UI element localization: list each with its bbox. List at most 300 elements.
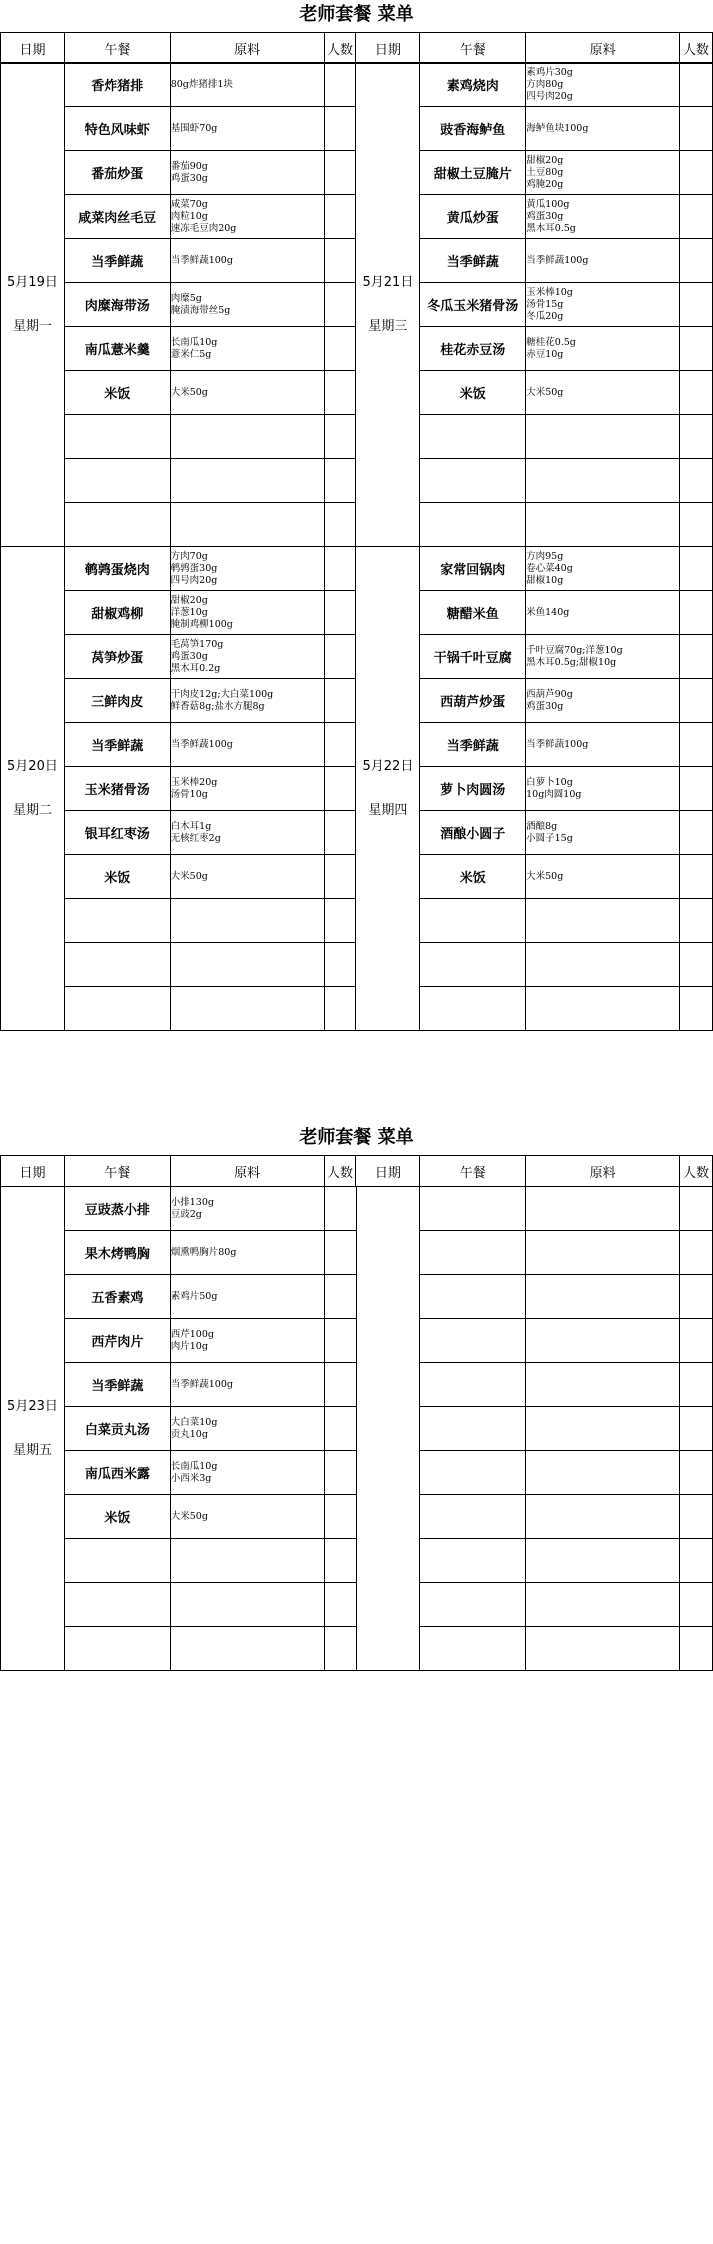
- dish-ingredients: [526, 283, 680, 327]
- serving-count-cell[interactable]: [324, 1407, 356, 1451]
- dish-name: 米饭: [64, 371, 170, 415]
- date-label: 5月20日: [7, 758, 58, 774]
- header-date: 日期: [1, 1156, 65, 1187]
- dish-ingredients: [526, 547, 680, 591]
- ingredient-line: 腌制鸡柳100g: [170, 618, 233, 630]
- serving-count-cell[interactable]: [679, 1231, 712, 1275]
- ingredient-line: 方肉80g: [526, 78, 564, 90]
- dish-name: [420, 459, 526, 503]
- ingredient-line: 黄瓜100g: [526, 198, 570, 210]
- dish-ingredients: [526, 503, 680, 547]
- ingredient-line: 80g炸猪排1块: [170, 78, 233, 90]
- ingredient-line: 小西米3g: [170, 1472, 212, 1484]
- ingredient-line: 糖桂花0.5g: [526, 336, 576, 348]
- dish-ingredients: [170, 1231, 324, 1275]
- serving-count-cell[interactable]: [324, 1319, 356, 1363]
- ingredient-line: 鸡蛋30g: [170, 172, 208, 184]
- dish-name: 酒酿小圆子: [420, 811, 526, 855]
- serving-count-cell[interactable]: [324, 107, 356, 151]
- ingredient-line: 素鸡片30g: [526, 66, 573, 78]
- ingredient-line: 当季鲜蔬100g: [170, 1378, 233, 1390]
- dish-name: 家常回锅肉: [420, 547, 526, 591]
- serving-count-cell[interactable]: [679, 1539, 712, 1583]
- serving-count-cell[interactable]: [324, 899, 356, 943]
- serving-count-cell[interactable]: [324, 1451, 356, 1495]
- serving-count-cell[interactable]: [324, 195, 356, 239]
- serving-count-cell[interactable]: [324, 591, 356, 635]
- dish-ingredients: [170, 811, 324, 855]
- dish-name: [64, 987, 170, 1031]
- serving-count-cell[interactable]: [679, 1583, 712, 1627]
- ingredient-line: 鸡蛋30g: [526, 210, 564, 222]
- serving-count-cell[interactable]: [680, 283, 713, 327]
- serving-count-cell[interactable]: [679, 1451, 712, 1495]
- serving-count-cell[interactable]: [680, 811, 713, 855]
- dish-ingredients: [526, 195, 680, 239]
- date-label: 5月19日: [7, 274, 58, 290]
- ingredient-line: 速冻毛豆肉20g: [170, 222, 237, 234]
- ingredient-line: 当季鲜蔬100g: [526, 738, 589, 750]
- dish-ingredients: [526, 943, 680, 987]
- serving-count-cell[interactable]: [324, 371, 356, 415]
- dish-name: [420, 1231, 526, 1275]
- dish-name: [64, 899, 170, 943]
- dish-name: [420, 1363, 526, 1407]
- serving-count-cell[interactable]: [680, 327, 713, 371]
- dish-name: 米饭: [64, 855, 170, 899]
- date-label: 5月21日: [362, 274, 414, 290]
- day-date-cell: [1, 1187, 65, 1671]
- dish-ingredients: [170, 767, 324, 811]
- dish-ingredients: [526, 1187, 680, 1231]
- header-date: 日期: [356, 1156, 420, 1187]
- dish-name: [420, 1407, 526, 1451]
- ingredient-line: 西芹100g: [170, 1328, 214, 1340]
- serving-count-cell[interactable]: [680, 503, 713, 547]
- dish-name: 白菜贡丸汤: [64, 1407, 170, 1451]
- menu-table-week-section: [0, 546, 713, 1031]
- ingredient-line: 大米50g: [170, 870, 208, 882]
- dish-ingredients: [170, 899, 324, 943]
- dish-name: 番茄炒蛋: [64, 151, 170, 195]
- dish-name: 肉糜海带汤: [64, 283, 170, 327]
- serving-count-cell[interactable]: [324, 943, 356, 987]
- dish-name: 玉米猪骨汤: [64, 767, 170, 811]
- day-date-cell: [356, 1187, 420, 1671]
- table-row: [1, 1187, 713, 1231]
- serving-count-cell[interactable]: [679, 1187, 712, 1231]
- dish-name: [420, 503, 526, 547]
- dish-name: 当季鲜蔬: [64, 1363, 170, 1407]
- dish-ingredients: [526, 151, 680, 195]
- serving-count-cell[interactable]: [324, 151, 356, 195]
- ingredient-line: 咸菜70g: [170, 198, 208, 210]
- serving-count-cell[interactable]: [324, 1363, 356, 1407]
- dish-ingredients: [170, 1275, 324, 1319]
- date-label: 5月22日: [362, 758, 414, 774]
- dish-ingredients: [170, 327, 324, 371]
- serving-count-cell[interactable]: [324, 1231, 356, 1275]
- header-lunch: 午餐: [420, 33, 526, 64]
- dish-ingredients: [170, 1451, 324, 1495]
- ingredient-line: 白木耳1g: [170, 820, 212, 832]
- dish-ingredients: [170, 283, 324, 327]
- ingredient-line: 大米50g: [526, 870, 564, 882]
- ingredient-line: 腌渍海带丝5g: [170, 304, 231, 316]
- serving-count-cell[interactable]: [680, 723, 713, 767]
- ingredient-line: 洋葱10g: [170, 606, 208, 618]
- dish-ingredients: [526, 591, 680, 635]
- serving-count-cell[interactable]: [679, 1627, 712, 1671]
- weekday-label: 星期五: [12, 1442, 52, 1458]
- ingredient-line: 甜椒20g: [170, 594, 208, 606]
- dish-ingredients: [526, 1231, 680, 1275]
- serving-count-cell[interactable]: [324, 1187, 356, 1231]
- header-count: 人数: [324, 33, 356, 64]
- dish-name: 黄瓜炒蛋: [420, 195, 526, 239]
- dish-ingredients: [170, 1407, 324, 1451]
- ingredient-line: 四号肉20g: [170, 574, 218, 586]
- ingredient-line: 鲜香菇8g;盐水方腿8g: [170, 700, 265, 712]
- dish-ingredients: [170, 943, 324, 987]
- dish-ingredients: [526, 1319, 680, 1363]
- dish-name: 西芹肉片: [64, 1319, 170, 1363]
- dish-ingredients: [526, 415, 680, 459]
- serving-count-cell[interactable]: [324, 767, 356, 811]
- dish-name: [420, 1451, 526, 1495]
- ingredient-line: 黑木耳0.2g: [170, 662, 221, 674]
- ingredient-line: 肉片10g: [170, 1340, 208, 1352]
- serving-count-cell[interactable]: [680, 899, 713, 943]
- dish-ingredients: [170, 547, 324, 591]
- ingredient-line: 番茄90g: [170, 160, 208, 172]
- ingredient-line: 鸡腌20g: [526, 178, 564, 190]
- ingredient-line: 黑木耳0.5g;甜椒10g: [526, 656, 617, 668]
- menu-table-header-2: [0, 1155, 713, 1187]
- dish-ingredients: [526, 987, 680, 1031]
- dish-name: 甜椒土豆腌片: [420, 151, 526, 195]
- dish-ingredients: [526, 1583, 680, 1627]
- header-count: 人数: [324, 1156, 356, 1187]
- ingredient-line: 素鸡片50g: [170, 1290, 218, 1302]
- ingredient-line: 甜椒20g: [526, 154, 564, 166]
- ingredient-line: 薏米仁5g: [170, 348, 212, 360]
- ingredient-line: 大米50g: [526, 386, 564, 398]
- ingredient-line: 冬瓜20g: [526, 310, 564, 322]
- ingredient-line: 毛莴笋170g: [170, 638, 224, 650]
- dish-name: 南瓜西米露: [64, 1451, 170, 1495]
- serving-count-cell[interactable]: [324, 503, 356, 547]
- dish-name: 南瓜薏米羹: [64, 327, 170, 371]
- serving-count-cell[interactable]: [680, 107, 713, 151]
- dish-ingredients: [170, 723, 324, 767]
- serving-count-cell[interactable]: [679, 1407, 712, 1451]
- dish-ingredients: [170, 459, 324, 503]
- dish-name: [420, 899, 526, 943]
- serving-count-cell[interactable]: [324, 1627, 356, 1671]
- dish-ingredients: [170, 679, 324, 723]
- dish-name: [420, 987, 526, 1031]
- dish-name: [64, 1539, 170, 1583]
- serving-count-cell[interactable]: [324, 415, 356, 459]
- serving-count-cell[interactable]: [680, 415, 713, 459]
- table-row: [1, 547, 713, 591]
- dish-ingredients: [526, 459, 680, 503]
- dish-ingredients: [170, 1363, 324, 1407]
- weekday-label: 星期二: [12, 802, 52, 818]
- header-ingredients: 原料: [526, 33, 680, 64]
- ingredient-line: 干肉皮12g;大白菜100g: [170, 688, 274, 700]
- dish-name: 五香素鸡: [64, 1275, 170, 1319]
- ingredient-line: 海鲈鱼块100g: [526, 122, 589, 134]
- ingredient-line: 基围虾70g: [170, 122, 218, 134]
- header-lunch: 午餐: [64, 33, 170, 64]
- serving-count-cell[interactable]: [324, 855, 356, 899]
- header-ingredients: 原料: [170, 1156, 324, 1187]
- serving-count-cell[interactable]: [679, 1275, 712, 1319]
- dish-name: 豉香海鲈鱼: [420, 107, 526, 151]
- ingredient-line: 豆豉2g: [170, 1208, 202, 1220]
- dish-ingredients: [170, 635, 324, 679]
- ingredient-line: 玉米棒20g: [170, 776, 218, 788]
- ingredient-line: 方肉95g: [526, 550, 564, 562]
- weekday-label: 星期四: [368, 802, 408, 818]
- dish-ingredients: [170, 855, 324, 899]
- dish-name: [420, 943, 526, 987]
- dish-name: [64, 943, 170, 987]
- dish-ingredients: [170, 1583, 324, 1627]
- dish-name: 三鲜肉皮: [64, 679, 170, 723]
- serving-count-cell[interactable]: [324, 987, 356, 1031]
- dish-name: [64, 415, 170, 459]
- dish-name: 果木烤鸭胸: [64, 1231, 170, 1275]
- dish-name: [420, 1583, 526, 1627]
- dish-ingredients: [526, 63, 680, 107]
- dish-ingredients: [526, 1407, 680, 1451]
- ingredient-line: 鹌鹑蛋30g: [170, 562, 218, 574]
- header-count: 人数: [680, 33, 713, 64]
- dish-ingredients: [170, 107, 324, 151]
- dish-name: 甜椒鸡柳: [64, 591, 170, 635]
- dish-name: 特色风味虾: [64, 107, 170, 151]
- serving-count-cell[interactable]: [324, 723, 356, 767]
- ingredient-line: 当季鲜蔬100g: [170, 738, 233, 750]
- dish-ingredients: [526, 855, 680, 899]
- serving-count-cell[interactable]: [680, 151, 713, 195]
- serving-count-cell[interactable]: [680, 591, 713, 635]
- dish-ingredients: [526, 371, 680, 415]
- dish-ingredients: [170, 151, 324, 195]
- dish-name: [420, 1627, 526, 1671]
- ingredient-line: 肉粒10g: [170, 210, 208, 222]
- ingredient-line: 方肉70g: [170, 550, 208, 562]
- dish-name: 香炸猪排: [64, 63, 170, 107]
- date-label: 5月23日: [7, 1398, 58, 1414]
- dish-ingredients: [170, 195, 324, 239]
- ingredient-line: 汤骨15g: [526, 298, 564, 310]
- ingredient-line: 鸡蛋30g: [526, 700, 564, 712]
- serving-count-cell[interactable]: [680, 987, 713, 1031]
- dish-ingredients: [170, 1187, 324, 1231]
- dish-name: 鹌鹑蛋烧肉: [64, 547, 170, 591]
- dish-ingredients: [170, 1539, 324, 1583]
- ingredient-line: 米鱼140g: [526, 606, 570, 618]
- dish-name: [64, 459, 170, 503]
- serving-count-cell[interactable]: [680, 459, 713, 503]
- dish-name: 桂花赤豆汤: [420, 327, 526, 371]
- menu-table-header-1: [0, 32, 713, 64]
- serving-count-cell[interactable]: [680, 679, 713, 723]
- dish-name: 萝卜肉圆汤: [420, 767, 526, 811]
- serving-count-cell[interactable]: [680, 943, 713, 987]
- ingredient-line: 甜椒10g: [526, 574, 564, 586]
- serving-count-cell[interactable]: [324, 283, 356, 327]
- header-lunch: 午餐: [420, 1156, 526, 1187]
- serving-count-cell[interactable]: [680, 547, 713, 591]
- dish-name: 银耳红枣汤: [64, 811, 170, 855]
- ingredient-line: 四号肉20g: [526, 90, 573, 102]
- dish-ingredients: [170, 1627, 324, 1671]
- table-row: [1, 63, 713, 107]
- dish-name: [420, 415, 526, 459]
- dish-name: [420, 1319, 526, 1363]
- dish-name: 咸菜肉丝毛豆: [64, 195, 170, 239]
- dish-name: 素鸡烧肉: [420, 63, 526, 107]
- dish-name: 糖醋米鱼: [420, 591, 526, 635]
- day-date-cell: [356, 547, 420, 1031]
- ingredient-line: 当季鲜蔬100g: [526, 254, 589, 266]
- serving-count-cell[interactable]: [680, 195, 713, 239]
- dish-ingredients: [170, 1495, 324, 1539]
- menu-title: 老师套餐 菜单: [299, 4, 414, 25]
- dish-ingredients: [170, 63, 324, 107]
- serving-count-cell[interactable]: [324, 63, 356, 107]
- dish-ingredients: [526, 767, 680, 811]
- ingredient-line: 卷心菜40g: [526, 562, 573, 574]
- serving-count-cell[interactable]: [680, 371, 713, 415]
- dish-ingredients: [526, 1627, 680, 1671]
- dish-ingredients: [170, 371, 324, 415]
- menu-table-week-section: [0, 1186, 713, 1671]
- dish-ingredients: [526, 723, 680, 767]
- dish-name: [64, 503, 170, 547]
- dish-ingredients: [526, 811, 680, 855]
- dish-ingredients: [170, 591, 324, 635]
- dish-name: 当季鲜蔬: [64, 239, 170, 283]
- ingredient-line: 小圆子15g: [526, 832, 573, 844]
- header-date: 日期: [1, 33, 65, 64]
- serving-count-cell[interactable]: [680, 239, 713, 283]
- dish-name: 米饭: [420, 855, 526, 899]
- dish-name: 米饭: [420, 371, 526, 415]
- day-date-cell: [1, 547, 65, 1031]
- header-ingredients: 原料: [170, 33, 324, 64]
- menu-table-week-section: [0, 62, 713, 547]
- dish-ingredients: [526, 1451, 680, 1495]
- serving-count-cell[interactable]: [324, 635, 356, 679]
- dish-name: [420, 1275, 526, 1319]
- dish-ingredients: [170, 503, 324, 547]
- serving-count-cell[interactable]: [324, 1275, 356, 1319]
- header-ingredients: 原料: [526, 1156, 680, 1187]
- serving-count-cell[interactable]: [324, 459, 356, 503]
- serving-count-cell[interactable]: [680, 635, 713, 679]
- ingredient-line: 白萝卜10g: [526, 776, 573, 788]
- dish-ingredients: [170, 239, 324, 283]
- ingredient-line: 赤豆10g: [526, 348, 564, 360]
- serving-count-cell[interactable]: [679, 1363, 712, 1407]
- dish-ingredients: [170, 987, 324, 1031]
- dish-name: 莴笋炒蛋: [64, 635, 170, 679]
- header-count: 人数: [680, 1156, 713, 1187]
- dish-name: 米饭: [64, 1495, 170, 1539]
- serving-count-cell[interactable]: [324, 547, 356, 591]
- serving-count-cell[interactable]: [679, 1319, 712, 1363]
- ingredient-line: 贡丸10g: [170, 1428, 208, 1440]
- dish-ingredients: [170, 415, 324, 459]
- dish-ingredients: [170, 1319, 324, 1363]
- serving-count-cell[interactable]: [324, 239, 356, 283]
- ingredient-line: 当季鲜蔬100g: [170, 254, 233, 266]
- ingredient-line: 鸡蛋30g: [170, 650, 208, 662]
- serving-count-cell[interactable]: [324, 1539, 356, 1583]
- serving-count-cell[interactable]: [324, 811, 356, 855]
- dish-ingredients: [526, 239, 680, 283]
- ingredient-line: 长南瓜10g: [170, 1460, 218, 1472]
- ingredient-line: 长南瓜10g: [170, 336, 218, 348]
- dish-ingredients: [526, 1363, 680, 1407]
- dish-name: [64, 1583, 170, 1627]
- dish-name: 西葫芦炒蛋: [420, 679, 526, 723]
- dish-ingredients: [526, 635, 680, 679]
- serving-count-cell[interactable]: [324, 1495, 356, 1539]
- serving-count-cell[interactable]: [324, 679, 356, 723]
- dish-ingredients: [526, 107, 680, 151]
- dish-ingredients: [526, 899, 680, 943]
- dish-name: [420, 1187, 526, 1231]
- ingredient-line: 汤骨10g: [170, 788, 208, 800]
- dish-name: 当季鲜蔬: [420, 239, 526, 283]
- serving-count-cell[interactable]: [680, 63, 713, 107]
- serving-count-cell[interactable]: [679, 1495, 712, 1539]
- ingredient-line: 10g肉圆10g: [526, 788, 582, 800]
- ingredient-line: 西葫芦90g: [526, 688, 573, 700]
- header-date: 日期: [356, 33, 420, 64]
- weekday-label: 星期三: [368, 318, 408, 334]
- day-date-cell: [356, 63, 420, 547]
- menu-title-2: 老师套餐 菜单: [299, 1127, 414, 1148]
- dish-name: [420, 1539, 526, 1583]
- serving-count-cell[interactable]: [680, 767, 713, 811]
- ingredient-line: 玉米棒10g: [526, 286, 573, 298]
- ingredient-line: 大米50g: [170, 386, 208, 398]
- header-lunch: 午餐: [64, 1156, 170, 1187]
- ingredient-line: 烟熏鸭胸片80g: [170, 1246, 237, 1258]
- serving-count-cell[interactable]: [680, 855, 713, 899]
- ingredient-line: 小排130g: [170, 1196, 214, 1208]
- ingredient-line: 酒酿8g: [526, 820, 558, 832]
- serving-count-cell[interactable]: [324, 327, 356, 371]
- ingredient-line: 大白菜10g: [170, 1416, 218, 1428]
- ingredient-line: 土豆80g: [526, 166, 564, 178]
- ingredient-line: 无核红枣2g: [170, 832, 221, 844]
- ingredient-line: 千叶豆腐70g;洋葱10g: [526, 644, 623, 656]
- dish-name: [64, 1627, 170, 1671]
- ingredient-line: 黑木耳0.5g: [526, 222, 576, 234]
- serving-count-cell[interactable]: [324, 1583, 356, 1627]
- weekday-label: 星期一: [12, 318, 52, 334]
- dish-name: 豆豉蒸小排: [64, 1187, 170, 1231]
